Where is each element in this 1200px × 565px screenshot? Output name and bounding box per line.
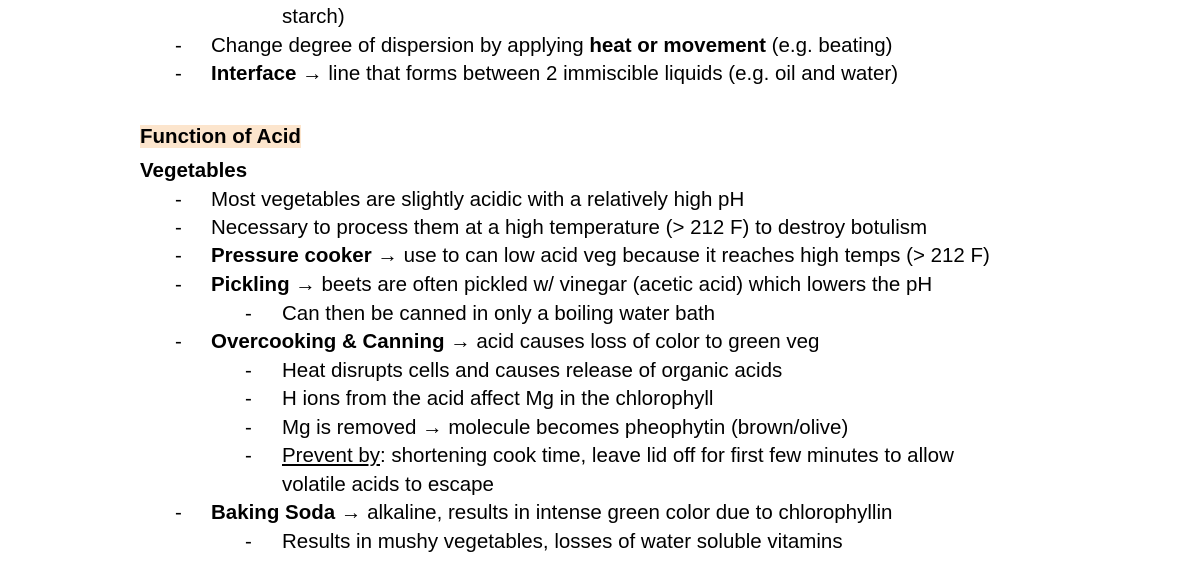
subheading: Vegetables xyxy=(140,159,248,182)
list-item: Results in mushy vegetables, losses of water soluble vitamins xyxy=(282,530,843,553)
list-item xyxy=(211,60,898,88)
heading-highlight: Function of Acid xyxy=(140,125,301,148)
list-item: Can then be canned in only a boiling water bath xyxy=(282,302,716,325)
bullet-dash: - xyxy=(245,416,252,439)
bullet-dash: - xyxy=(175,62,182,85)
list-item: Most vegetables are slightly acidic with a relatively high pH xyxy=(211,188,745,211)
item-bold-term: Interface xyxy=(211,62,297,85)
bullet-dash: - xyxy=(175,244,182,267)
list-item: Necessary to process them at a high temperature (> 212 F) to destroy botulism xyxy=(211,216,928,239)
bullet-dash: - xyxy=(245,387,252,410)
bullet-dash: - xyxy=(175,188,182,211)
bullet-dash: - xyxy=(245,359,252,382)
bullet-dash: - xyxy=(175,273,182,296)
bullet-dash: - xyxy=(175,216,182,239)
list-item: Heat disrupts cells and causes release of organic acids xyxy=(282,359,783,382)
section-heading xyxy=(140,123,301,151)
item-bold-term: Baking Soda xyxy=(211,501,336,524)
list-item xyxy=(211,32,892,60)
item-bold-term: Overcooking & Canning xyxy=(211,330,445,353)
list-item: H ions from the acid affect Mg in the chlorophyll xyxy=(282,387,714,410)
list-item xyxy=(282,442,954,470)
item-text: → alkaline, results in intense green color due to chlorophyllin xyxy=(335,501,893,524)
bullet-dash: - xyxy=(245,530,252,553)
item-bold-term: Pressure cooker xyxy=(211,244,372,267)
list-item xyxy=(211,499,892,527)
item-text: → line that forms between 2 immiscible liquids (e.g. oil and water) xyxy=(296,62,899,85)
item-text: Change degree of dispersion by applying xyxy=(211,34,590,57)
item-text: (e.g. beating) xyxy=(765,34,893,57)
bullet-dash: - xyxy=(175,330,182,353)
bullet-dash: - xyxy=(175,34,182,57)
item-text: : shortening cook time, leave lid off for first few minutes to allow xyxy=(380,444,954,467)
list-item: Mg is removed → molecule becomes pheophytin (brown/olive) xyxy=(282,416,849,439)
text-line: volatile acids to escape xyxy=(282,473,494,496)
bullet-dash: - xyxy=(175,501,182,524)
text-line: starch) xyxy=(282,5,345,28)
bullet-dash: - xyxy=(245,302,252,325)
item-text: → acid causes loss of color to green veg xyxy=(444,330,820,353)
list-item xyxy=(211,271,932,299)
item-bold-term: Pickling xyxy=(211,273,290,296)
list-item xyxy=(211,328,819,356)
item-bold-term: heat or movement xyxy=(589,34,766,57)
bullet-dash: - xyxy=(245,444,252,467)
list-item xyxy=(211,242,990,270)
item-text: → use to can low acid veg because it reaches high temps (> 212 F) xyxy=(371,244,990,267)
item-underlined-term: Prevent by xyxy=(282,444,380,467)
item-text: → beets are often pickled w/ vinegar (acetic acid) which lowers the pH xyxy=(289,273,933,296)
